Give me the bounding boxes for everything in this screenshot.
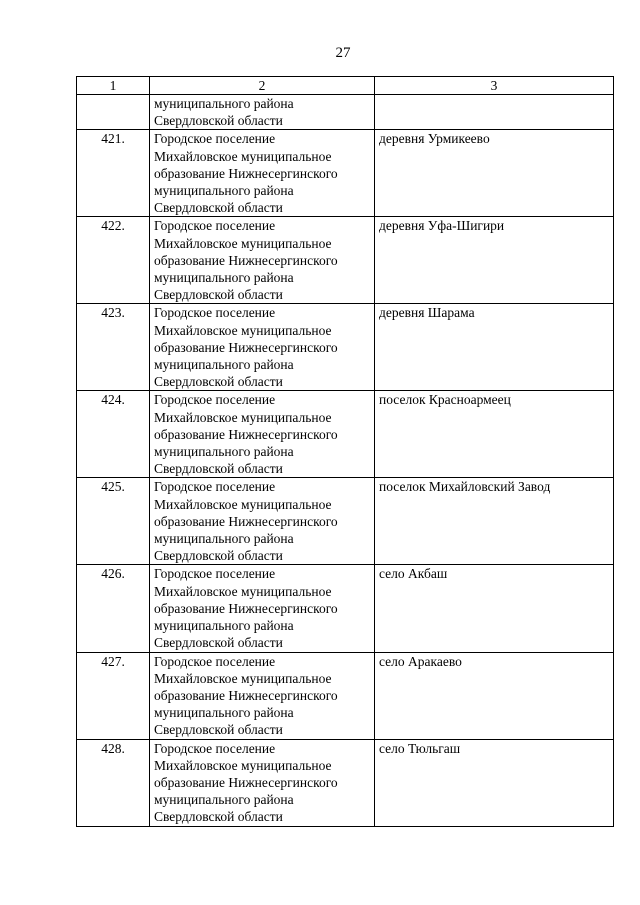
municipality-line: Михайловское муниципальное [154, 670, 332, 686]
municipality-line: Городское поселение [154, 653, 276, 669]
table-row [77, 478, 614, 565]
municipality-line: Свердловской области [154, 113, 283, 129]
continuation-row [77, 95, 614, 130]
municipality-line: образование Нижнесергинского [154, 426, 338, 442]
settlement-cell: поселок Михайловский Завод [375, 478, 614, 565]
row-number: 424. [101, 392, 125, 408]
municipality-cell [150, 739, 375, 826]
municipality-line: образование Нижнесергинского [154, 165, 338, 181]
table-row [77, 391, 614, 478]
municipality-cell [150, 391, 375, 478]
table-row [77, 652, 614, 739]
municipality-line: Михайловское муниципальное [154, 148, 332, 164]
municipality-line: Михайловское муниципальное [154, 757, 332, 773]
municipality-line: Городское поселение [154, 218, 276, 234]
municipality-line: образование Нижнесергинского [154, 513, 338, 529]
settlement-cell: деревня Уфа-Шигири [375, 217, 614, 304]
table-row [77, 739, 614, 826]
municipality-line: Городское поселение [154, 566, 276, 582]
municipality-line: Михайловское муниципальное [154, 322, 332, 338]
municipality-line: образование Нижнесергинского [154, 339, 338, 355]
municipality-line: образование Нижнесергинского [154, 252, 338, 268]
municipality-line: Свердловской области [154, 287, 283, 303]
table-header-row [77, 77, 614, 95]
municipality-line: Городское поселение [154, 305, 276, 321]
row-number-cell [77, 565, 150, 652]
header-col-1: 1 [77, 77, 150, 95]
municipality-line: муниципального района [154, 357, 294, 373]
header-col-2: 2 [150, 77, 375, 95]
municipality-line: образование Нижнесергинского [154, 687, 338, 703]
table-row [77, 304, 614, 391]
row-number: 422. [101, 218, 125, 234]
header-col-3: 3 [375, 77, 614, 95]
municipality-line: муниципального района [154, 792, 294, 808]
municipality-line: Свердловской области [154, 809, 283, 825]
municipality-line: Михайловское муниципальное [154, 583, 332, 599]
row-number: 425. [101, 479, 125, 495]
municipality-line: Свердловской области [154, 200, 283, 216]
settlement-cell: село Аракаево [375, 652, 614, 739]
municipality-cell [150, 304, 375, 391]
municipality-line: муниципального района [154, 705, 294, 721]
municipality-line: муниципального района [154, 183, 294, 199]
municipality-line: Михайловское муниципальное [154, 409, 332, 425]
settlement-cell: село Акбаш [375, 565, 614, 652]
municipality-line: муниципального района [154, 270, 294, 286]
row-number-cell [77, 652, 150, 739]
municipality-cell [150, 95, 375, 130]
row-number: 421. [101, 131, 125, 147]
row-number-cell [77, 304, 150, 391]
municipality-line: Михайловское муниципальное [154, 496, 332, 512]
settlement-cell [375, 95, 614, 130]
settlement-cell: деревня Шарама [375, 304, 614, 391]
municipality-line: муниципального района [154, 444, 294, 460]
municipality-line: Городское поселение [154, 740, 276, 756]
row-number: 427. [101, 653, 125, 669]
municipality-cell [150, 130, 375, 217]
municipality-line: Свердловской области [154, 374, 283, 390]
municipality-cell [150, 565, 375, 652]
municipality-line: Свердловской области [154, 722, 283, 738]
municipality-line: Городское поселение [154, 479, 276, 495]
municipality-cell [150, 652, 375, 739]
municipality-line: образование Нижнесергинского [154, 774, 338, 790]
row-number-cell [77, 217, 150, 304]
municipality-line: Городское поселение [154, 392, 276, 408]
municipality-line: Свердловской области [154, 548, 283, 564]
settlement-cell: поселок Красноармеец [375, 391, 614, 478]
municipality-cell [150, 478, 375, 565]
page-number: 27 [335, 45, 351, 61]
table-row [77, 217, 614, 304]
row-number-cell [77, 130, 150, 217]
municipality-line: муниципального района [154, 618, 294, 634]
municipality-line: муниципального района [154, 531, 294, 547]
table-row [77, 565, 614, 652]
row-number-cell [77, 391, 150, 478]
row-number-cell [77, 739, 150, 826]
settlement-cell: село Тюльгаш [375, 739, 614, 826]
municipality-line: Городское поселение [154, 131, 276, 147]
municipality-line: Свердловской области [154, 635, 283, 651]
municipality-line: муниципального района [154, 96, 294, 111]
row-number: 426. [101, 566, 125, 582]
row-number-cell [77, 95, 150, 130]
municipality-line: Михайловское муниципальное [154, 235, 332, 251]
settlements-table [76, 76, 614, 827]
municipality-line: Свердловской области [154, 461, 283, 477]
municipality-cell [150, 217, 375, 304]
row-number: 423. [101, 305, 125, 321]
row-number: 428. [101, 740, 125, 756]
municipality-line: образование Нижнесергинского [154, 600, 338, 616]
settlement-cell: деревня Урмикеево [375, 130, 614, 217]
row-number-cell [77, 478, 150, 565]
table-row [77, 130, 614, 217]
